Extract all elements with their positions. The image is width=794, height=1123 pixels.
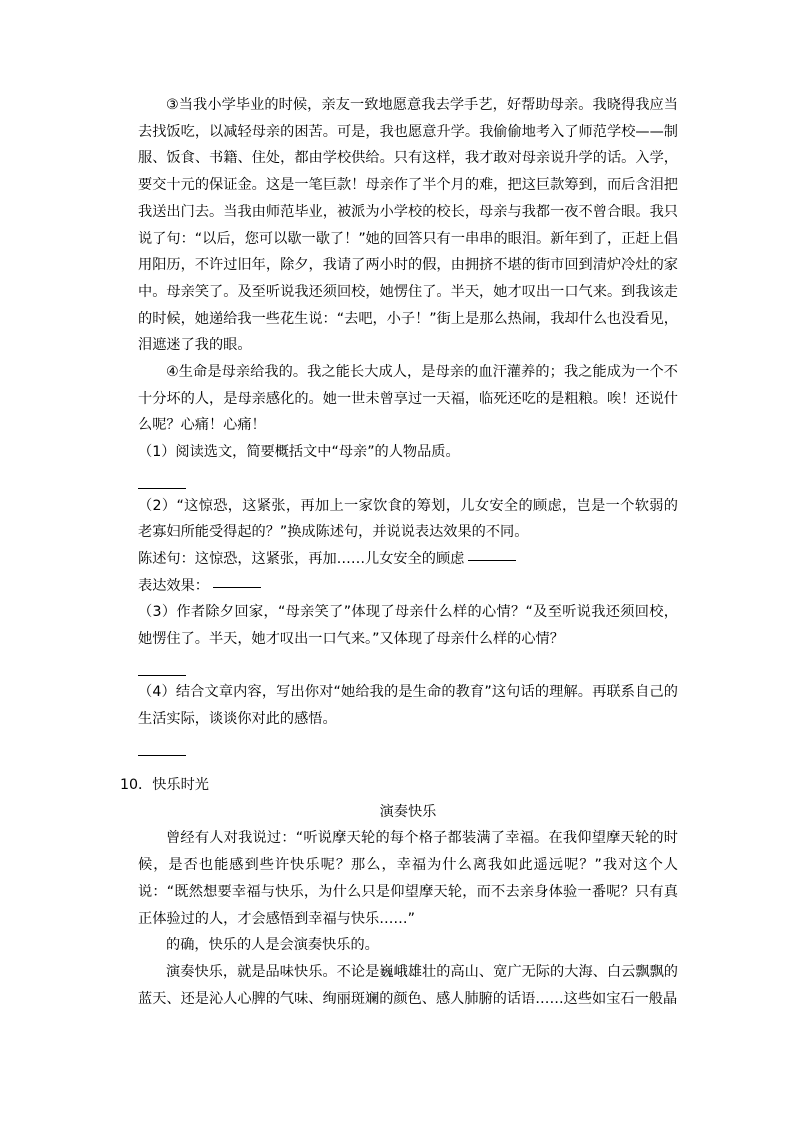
question-3: （3）作者除夕回家，“母亲笑了”体现了母亲什么样的心情？“及至听说我还须回校，她愣住了。半天，她才叹出一口气来。”又体现了母亲什么样的心情？ [138, 604, 678, 648]
question-2: （2）“这惊恐，这紧张，再加上一家饮食的筹划，儿女安全的顾虑，岂是一个软弱的老寡妇所能受得起的？”换成陈述句，并说说表达效果的不同。 [138, 497, 678, 541]
answer-blank-4[interactable] [138, 733, 678, 760]
question-2-statement: 陈述句：这惊恐，这紧张，再加……儿女安全的顾虑 [138, 550, 465, 567]
question-2-effect-line [138, 573, 678, 600]
question-4: （4）结合文章内容，写出你对“她给我的是生命的教育”这句话的理解。再联系自己的生活实际，谈谈你对此的感悟。 [138, 684, 678, 728]
article-paragraph-3: 演奏快乐，就是品味快乐。不论是巍峨雄壮的高山、宽广无际的大海、白云飘飘的蓝天、还是沁人心脾的气味、绚丽斑斓的颜色、感人肺腑的话语……这些如宝石一般晶 [138, 963, 678, 1007]
answer-blank-3[interactable] [138, 653, 678, 680]
section-10 [120, 772, 678, 1012]
question-2-effect: 表达效果： [138, 577, 209, 594]
document-content [138, 92, 678, 760]
question-1: （1）阅读选文，简要概括文中“母亲”的人物品质。 [138, 444, 460, 461]
answer-blank-1[interactable] [138, 466, 678, 493]
answer-blank-2b[interactable] [213, 587, 261, 588]
question-2-statement-line [138, 546, 678, 573]
passage-paragraph-4: ④生命是母亲给我的。我之能长大成人，是母亲的血汗灌养的；我之能成为一个不十分坏的人，是母亲感化的。她一世未曾享过一天福，临死还吃的是粗粮。唉！还说什么呢？心痛！心痛！ [138, 364, 678, 434]
article-paragraph-1: 曾经有人对我说过：“听说摩天轮的每个格子都装满了幸福。在我仰望摩天轮的时候，是否也能感到些许快乐呢？那么，幸福为什么离我如此遥远呢？”我对这个人说：“既然想要幸福与快乐，为什么只是仰望摩天轮，而不去亲身体验一番呢？只有真正体验过的人，才会感悟到幸福与快乐……” [138, 830, 678, 927]
article-paragraph-2: 的确，快乐的人是会演奏快乐的。 [166, 937, 379, 954]
section-10-heading: 10．快乐时光 [120, 777, 209, 793]
answer-blank-2a[interactable] [468, 560, 516, 561]
article-title: 演奏快乐 [379, 803, 437, 820]
passage-paragraph-3: ③当我小学毕业的时候，亲友一致地愿意我去学手艺，好帮助母亲。我晓得我应当去找饭吃，以减轻母亲的困苦。可是，我也愿意升学。我偷偷地考入了师范学校——制服、饭食、书籍、住处，都由学校供给。只有这样，我才敢对母亲说升学的话。入学，要交十元的保证金。这是一笔巨款！母亲作了半个月的难，把这巨款筹到，而后含泪把我送出门去。当我由师范毕业，被派为小学校的校长，母亲与我都一夜不曾合眼。我只说了句：“以后，您可以歇一歇了！”她的回答只有一串串的眼泪。新年到了，正赶上倡用阳历，不许过旧年，除夕，我请了两小时的假，由拥挤不堪的街市回到清炉冷灶的家中。母亲笑了。及至听说我还须回校，她愣住了。半天，她才叹出一口气来。到我该走的时候，她递给我一些花生说：“去吧，小子！”街上是那么热闹，我却什么也没看见，泪遮迷了我的眼。 [138, 97, 678, 354]
